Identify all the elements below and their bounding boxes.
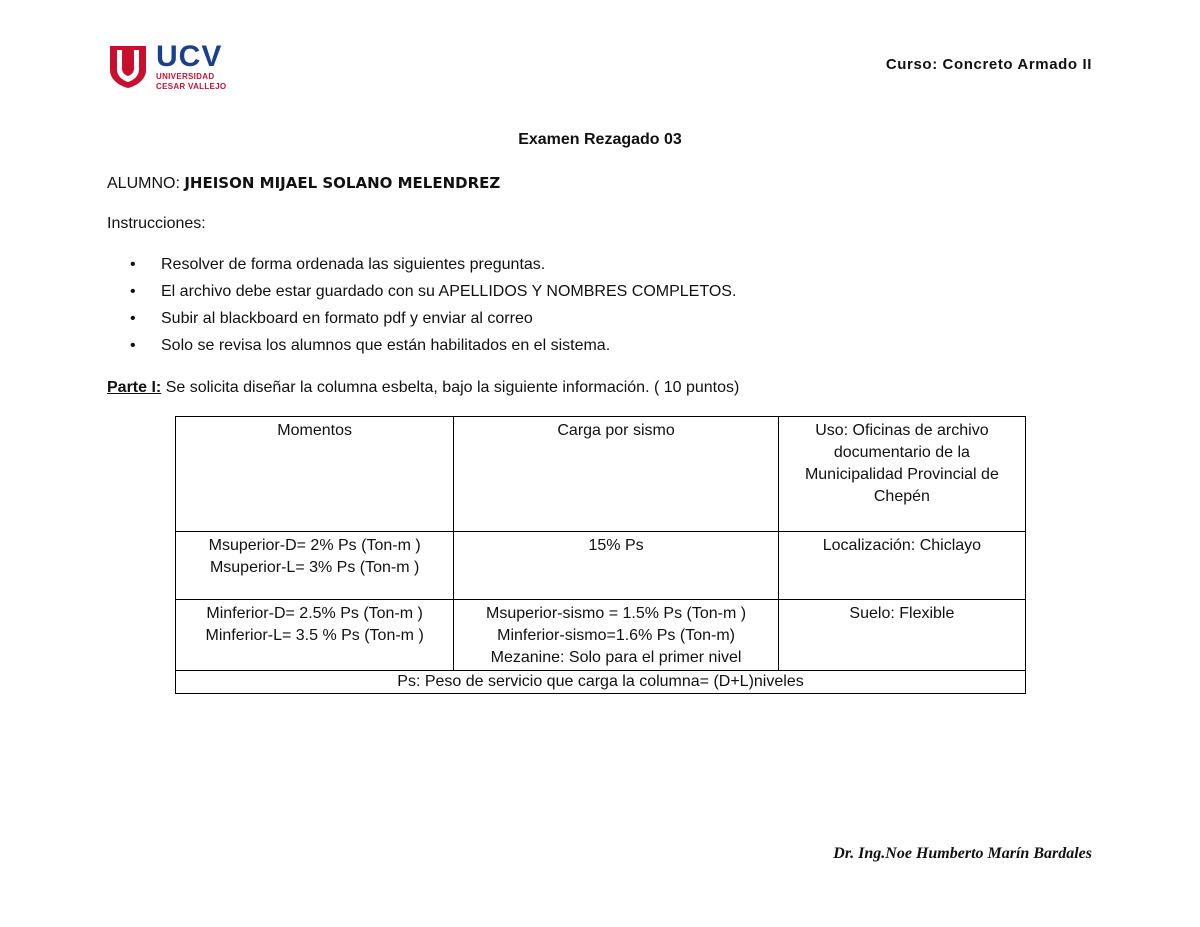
course-label: Curso: Concreto Armado II: [885, 56, 1092, 73]
data-table: [175, 416, 1026, 694]
instruction-text: Resolver de forma ordenada las siguientes preguntas.: [161, 256, 546, 273]
ucv-shield-icon: [108, 44, 148, 88]
list-item: [130, 308, 736, 335]
bullet-icon: •: [130, 310, 136, 327]
table-cell: [176, 532, 454, 600]
logo-sub-1: UNIVERSIDAD: [156, 72, 215, 81]
instructions-list: [130, 254, 736, 362]
table-row: [176, 532, 1026, 600]
cell-line: Mezanine: Solo para el primer nivel: [490, 649, 742, 666]
table-cell: 15% Ps: [454, 532, 779, 600]
exam-title: Examen Rezagado 03: [518, 131, 682, 148]
table-row: [176, 600, 1026, 671]
student-line: [107, 174, 500, 193]
cell-line: Minferior-sismo=1.6% Ps (Ton-m): [497, 627, 735, 644]
table-footer-row: [176, 671, 1026, 694]
cell-line: Msuperior-L= 3% Ps (Ton-m ): [209, 559, 420, 576]
instructions-heading: Instrucciones:: [107, 215, 206, 232]
cell-line: Minferior-L= 3.5 % Ps (Ton-m ): [205, 627, 424, 644]
signature: Dr. Ing.Noe Humberto Marín Bardales: [833, 845, 1092, 862]
instruction-text: El archivo debe estar guardado con su APELLIDOS Y NOMBRES COMPLETOS.: [161, 283, 737, 300]
table-row: [176, 417, 1026, 532]
instruction-text: Subir al blackboard en formato pdf y enviar al correo: [161, 310, 533, 327]
student-label: ALUMNO:: [107, 175, 185, 192]
table-cell: Uso: Oficinas de archivo documentario de la Municipalidad Provincial de Chepén: [778, 417, 1025, 532]
table-cell: Suelo: Flexible: [778, 600, 1025, 671]
instruction-text: Solo se revisa los alumnos que están habilitados en el sistema.: [161, 337, 611, 354]
table-cell: Localización: Chiclayo: [778, 532, 1025, 600]
table-cell: Momentos: [176, 417, 454, 532]
cell-line: Msuperior-sismo = 1.5% Ps (Ton-m ): [486, 605, 747, 622]
ucv-logo: [108, 42, 228, 92]
list-item: [130, 254, 736, 281]
table-cell: [176, 600, 454, 671]
parte-1-label: Parte I:: [107, 379, 162, 396]
cell-line: Minferior-D= 2.5% Ps (Ton-m ): [206, 605, 423, 622]
table-cell: Carga por sismo: [454, 417, 779, 532]
parte-1-statement: [107, 379, 739, 397]
bullet-icon: •: [130, 256, 136, 273]
cell-line: Msuperior-D= 2% Ps (Ton-m ): [208, 537, 421, 554]
logo-sub-2: CESAR VALLEJO: [156, 82, 227, 91]
bullet-icon: •: [130, 283, 136, 300]
list-item: [130, 335, 736, 362]
logo-ucv-text: UCV: [156, 40, 223, 73]
student-name: JHEISON MIJAEL SOLANO MELENDREZ: [184, 174, 501, 192]
list-item: [130, 281, 736, 308]
bullet-icon: •: [130, 337, 136, 354]
parte-1-text: Se solicita diseñar la columna esbelta, bajo la siguiente información. ( 10 puntos): [161, 379, 740, 396]
table-footer-cell: Ps: Peso de servicio que carga la columna= (D+L)niveles: [176, 671, 1026, 694]
table-cell: [454, 600, 779, 671]
